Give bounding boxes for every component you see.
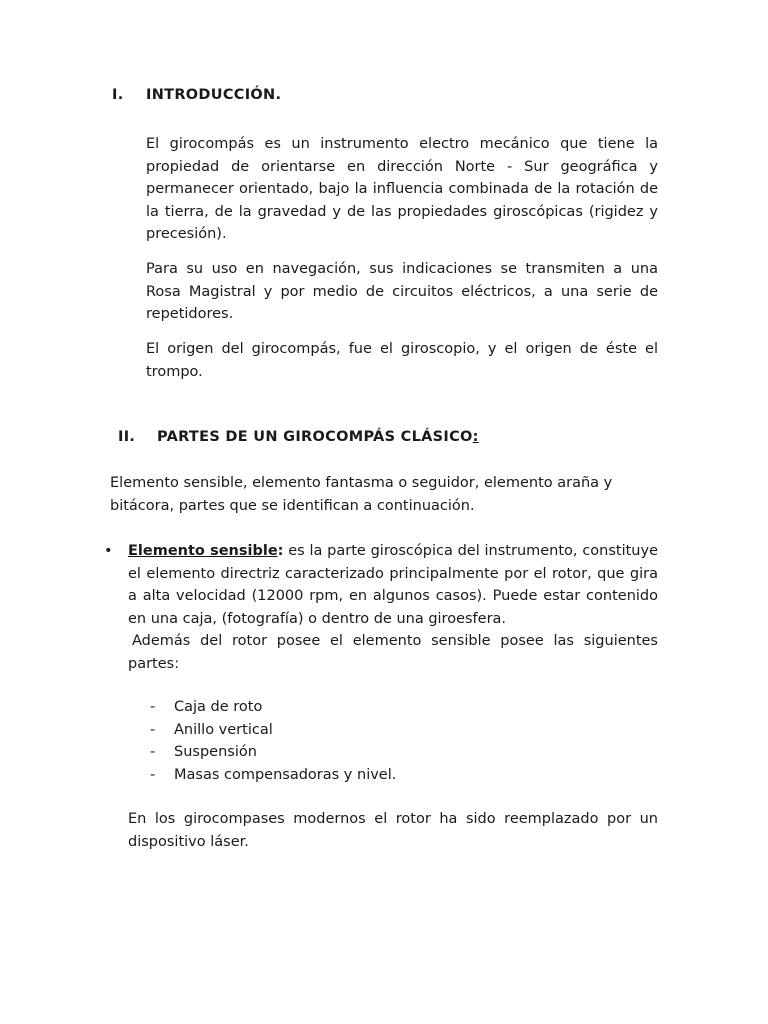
bullet-description-continued: Además del rotor posee el elemento sensible posee las siguientes partes: bbox=[128, 633, 658, 672]
intro-paragraph-3: El origen del girocompás, fue el giroscopio, y el origen de éste el trompo. bbox=[146, 341, 658, 380]
list-item bbox=[150, 741, 396, 764]
list-item bbox=[150, 719, 396, 742]
dash-marker: - bbox=[150, 699, 156, 715]
list-item-label: Caja de roto bbox=[174, 699, 263, 715]
list-item-label: Masas compensadoras y nivel. bbox=[174, 766, 397, 783]
section-heading-partes bbox=[118, 429, 479, 445]
list-item-label: Suspensión bbox=[174, 744, 257, 761]
section-number: II. bbox=[118, 429, 136, 445]
dash-marker: - bbox=[150, 766, 156, 783]
intro-paragraph-1: El girocompás es un instrumento electro mecánico que tiene la propiedad de orientarse en dirección Norte - Sur geográfica y permanecer orientado, bajo la influencia combinada de la rotación de la tierra, de la gravedad y de las propiedades giroscópicas (rigidez y precesión). bbox=[146, 136, 658, 243]
bullet-icon: • bbox=[104, 543, 113, 559]
parts-list bbox=[150, 696, 396, 786]
partes-intro-paragraph: Elemento sensible, elemento fantasma o seguidor, elemento araña y bitácora, partes que se identifican a continuación. bbox=[110, 475, 613, 514]
bullet-description: es la parte giroscópica del instrumento, constituye el elemento directriz caracterizado principalmente por el rotor, que gira a alta velocidad (12000 rpm, en algunos casos). Puede estar contenido en una caja, (fotografía) o dentro de una giroesfera. bbox=[128, 543, 658, 627]
bullet-term-separator: : bbox=[277, 543, 284, 559]
dash-marker: - bbox=[150, 744, 156, 761]
bullet-text bbox=[128, 540, 658, 676]
section-title: PARTES DE UN GIROCOMPÁS CLÁSICO bbox=[157, 429, 473, 445]
bullet-term: Elemento sensible bbox=[128, 543, 278, 559]
intro-paragraph-2: Para su uso en navegación, sus indicaciones se transmiten a una Rosa Magistral y por medio de circuitos eléctricos, a una serie de repetidores. bbox=[146, 261, 658, 323]
section-heading-introduccion bbox=[112, 87, 281, 103]
closing-paragraph: En los girocompases modernos el rotor ha sido reemplazado por un dispositivo láser. bbox=[128, 811, 658, 850]
section-number: I. bbox=[112, 87, 124, 103]
section-title: INTRODUCCIÓN. bbox=[146, 87, 282, 103]
dash-marker: - bbox=[150, 721, 156, 738]
list-item bbox=[150, 764, 396, 787]
list-item-label: Anillo vertical bbox=[174, 721, 273, 738]
list-item bbox=[150, 696, 396, 719]
section-title-colon: : bbox=[472, 429, 479, 445]
